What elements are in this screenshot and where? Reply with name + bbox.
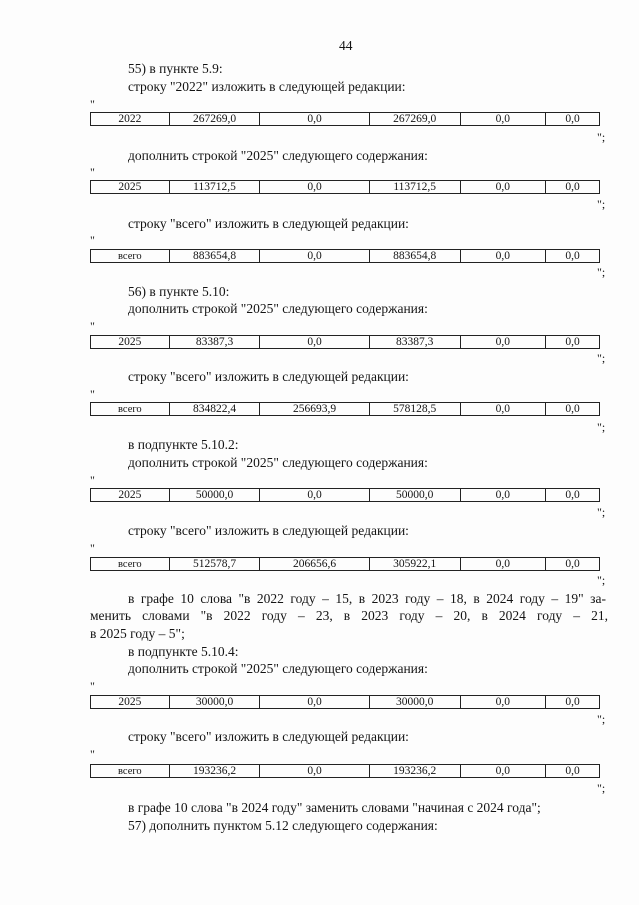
item-56-title: 56) в пункте 5.10: <box>128 284 230 299</box>
table-cell: 834822,4 <box>169 403 260 415</box>
table-cell: 0,0 <box>545 696 599 708</box>
table-cell: 0,0 <box>460 558 546 570</box>
close-quote: "; <box>597 197 606 211</box>
table-cell: 512578,7 <box>169 558 260 570</box>
table-cell: 305922,1 <box>369 558 460 570</box>
page-number: 44 <box>339 38 353 53</box>
table-cell: 2025 <box>118 336 142 348</box>
table-cell: 2025 <box>118 696 142 708</box>
item-56-line1: дополнить строкой "2025" следующего содержания: <box>128 301 428 316</box>
item-55-line2: дополнить строкой "2025" следующего содержания: <box>128 148 428 163</box>
table-row <box>90 180 600 194</box>
table-cell: 0,0 <box>460 181 546 193</box>
grafa-10-line3: в 2025 году – 5"; <box>90 626 185 641</box>
table-cell: 0,0 <box>259 181 369 193</box>
item-55-title: 55) в пункте 5.9: <box>128 61 223 76</box>
table-cell: 0,0 <box>460 113 546 125</box>
subitem-5-10-2-line2: строку "всего" изложить в следующей редакции: <box>128 523 409 538</box>
open-quote: " <box>90 165 95 179</box>
table-cell: 2025 <box>118 489 142 501</box>
close-quote: "; <box>597 573 606 587</box>
table-cell: всего <box>118 404 142 415</box>
close-quote: "; <box>597 420 606 434</box>
table-cell: всего <box>118 559 142 570</box>
table-cell: 0,0 <box>545 765 599 777</box>
table-cell: всего <box>118 766 142 777</box>
item-55-line3: строку "всего" изложить в следующей редакции: <box>128 216 409 231</box>
subitem-5-10-4-line1: дополнить строкой "2025" следующего содержания: <box>128 661 428 676</box>
open-quote: " <box>90 387 95 401</box>
table-cell: 0,0 <box>259 113 369 125</box>
table-cell: 0,0 <box>545 403 599 415</box>
table-cell: 0,0 <box>259 336 369 348</box>
close-quote: "; <box>597 351 606 365</box>
table-cell: 0,0 <box>545 336 599 348</box>
table-cell: 0,0 <box>545 250 599 262</box>
open-quote: " <box>90 473 95 487</box>
close-quote: "; <box>597 712 606 726</box>
grafa-10-line1: в графе 10 слова "в 2022 году – 15, в 2023 году – 18, в 2024 году – 19" за- <box>128 591 606 606</box>
table-cell: 50000,0 <box>169 489 260 501</box>
table-cell: 0,0 <box>259 250 369 262</box>
table-cell: 83387,3 <box>369 336 460 348</box>
table-cell: 267269,0 <box>369 113 460 125</box>
table-cell: 193236,2 <box>169 765 260 777</box>
table-cell: 30000,0 <box>369 696 460 708</box>
table-cell: 83387,3 <box>169 336 260 348</box>
table-cell: 883654,8 <box>169 250 260 262</box>
open-quote: " <box>90 97 95 111</box>
table-row <box>90 557 600 571</box>
close-quote: "; <box>597 505 606 519</box>
table-cell: 256693,9 <box>259 403 369 415</box>
table-cell: 578128,5 <box>369 403 460 415</box>
table-cell: 0,0 <box>259 489 369 501</box>
open-quote: " <box>90 679 95 693</box>
open-quote: " <box>90 541 95 555</box>
table-row <box>90 402 600 416</box>
open-quote: " <box>90 319 95 333</box>
grafa-10-line2: менить словами "в 2022 году – 23, в 2023 году – 20, в 2024 году – 21, <box>90 608 608 623</box>
table-cell: 0,0 <box>545 558 599 570</box>
grafa-10-replacement: в графе 10 слова "в 2024 году" заменить словами "начиная с 2024 года"; <box>128 800 541 815</box>
subitem-5-10-2-line1: дополнить строкой "2025" следующего содержания: <box>128 455 428 470</box>
table-cell: 0,0 <box>259 765 369 777</box>
table-cell: 0,0 <box>460 765 546 777</box>
table-cell: 30000,0 <box>169 696 260 708</box>
table-cell: 0,0 <box>259 696 369 708</box>
subitem-5-10-4-title: в подпункте 5.10.4: <box>128 644 239 659</box>
table-cell: 0,0 <box>460 489 546 501</box>
subitem-5-10-4-line2: строку "всего" изложить в следующей редакции: <box>128 729 409 744</box>
table-cell: 206656,6 <box>259 558 369 570</box>
table-row <box>90 249 600 263</box>
table-cell: 0,0 <box>545 113 599 125</box>
table-row <box>90 112 600 126</box>
table-cell: 2025 <box>118 181 142 193</box>
table-cell: 0,0 <box>545 489 599 501</box>
table-cell: всего <box>118 251 142 262</box>
close-quote: "; <box>597 781 606 795</box>
table-cell: 0,0 <box>545 181 599 193</box>
table-cell: 0,0 <box>460 336 546 348</box>
table-row <box>90 488 600 502</box>
item-56-line2: строку "всего" изложить в следующей редакции: <box>128 369 409 384</box>
item-55-line1: строку "2022" изложить в следующей редакции: <box>128 79 406 94</box>
table-cell: 113712,5 <box>369 181 460 193</box>
table-row <box>90 695 600 709</box>
table-cell: 0,0 <box>460 250 546 262</box>
table-cell: 2022 <box>118 113 142 125</box>
close-quote: "; <box>597 265 606 279</box>
table-cell: 193236,2 <box>369 765 460 777</box>
table-cell: 0,0 <box>460 696 546 708</box>
subitem-5-10-2-title: в подпункте 5.10.2: <box>128 437 239 452</box>
table-cell: 50000,0 <box>369 489 460 501</box>
open-quote: " <box>90 747 95 761</box>
close-quote: "; <box>597 130 606 144</box>
table-cell: 113712,5 <box>169 181 260 193</box>
table-cell: 883654,8 <box>369 250 460 262</box>
open-quote: " <box>90 233 95 247</box>
table-row <box>90 764 600 778</box>
table-cell: 0,0 <box>460 403 546 415</box>
table-cell: 267269,0 <box>169 113 260 125</box>
item-57-title: 57) дополнить пунктом 5.12 следующего содержания: <box>128 818 438 833</box>
table-row <box>90 335 600 349</box>
